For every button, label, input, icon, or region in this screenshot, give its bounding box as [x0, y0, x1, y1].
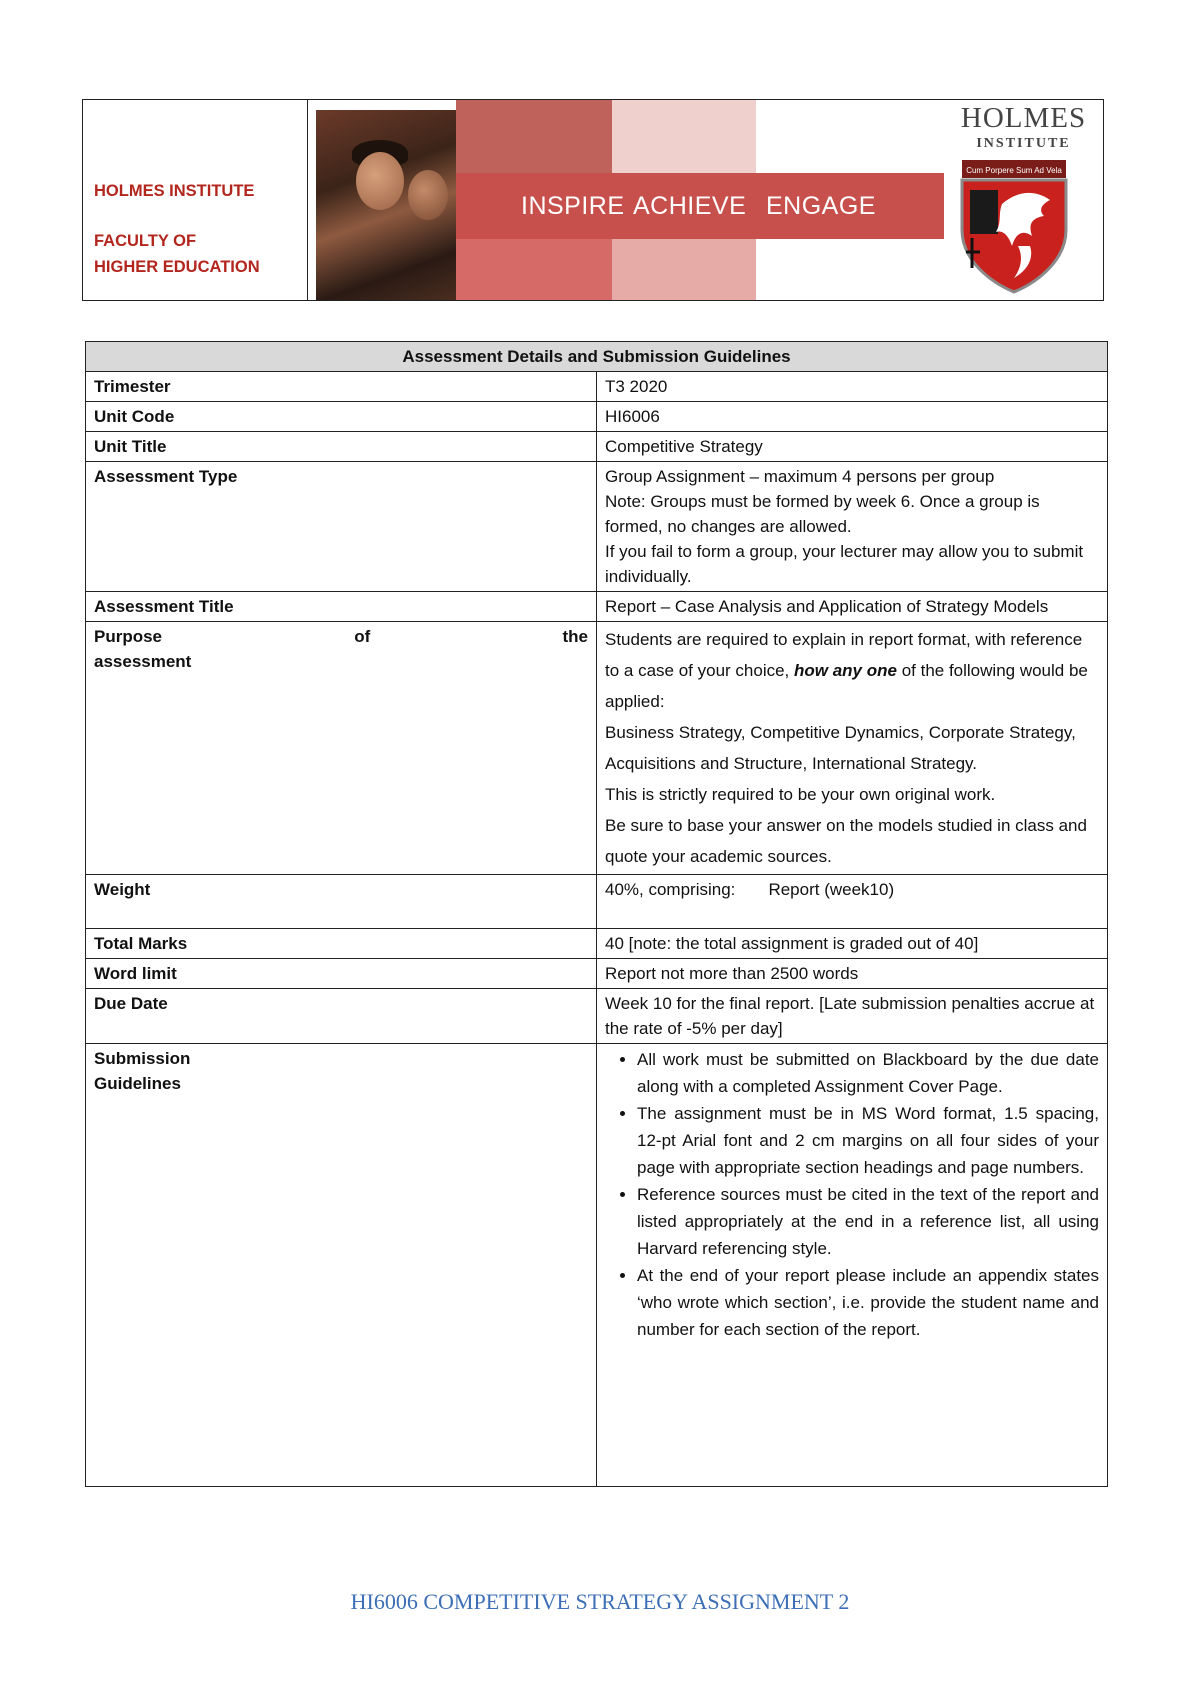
table-title-row	[86, 342, 1108, 372]
logo-subtitle: INSTITUTE	[976, 136, 1071, 151]
total-marks-value: 40 [note: the total assignment is graded out of 40]	[597, 929, 1108, 959]
assessment-type-label: Assessment Type	[86, 462, 597, 592]
purpose-paragraph-4: Be sure to base your answer on the models studied in class and quote your academic sources.	[605, 816, 1087, 866]
submission-value	[597, 1044, 1108, 1487]
unit-title-value: Competitive Strategy	[597, 432, 1108, 462]
table-row	[86, 959, 1108, 989]
submission-list	[605, 1046, 1099, 1343]
trimester-label: Trimester	[86, 372, 597, 402]
banner	[316, 100, 944, 300]
submission-label	[86, 1044, 597, 1487]
purpose-label	[86, 622, 597, 875]
students-photo	[316, 110, 456, 300]
assessment-details-table	[85, 341, 1108, 1487]
table-row	[86, 1044, 1108, 1487]
weight-label: Weight	[86, 875, 597, 929]
table-row	[86, 929, 1108, 959]
list-item: • At the end of your report please include an appendix states ‘who wrote which section’, i.e. provide the student name and number for each section of the report.	[637, 1262, 1099, 1343]
banner-word-inspire: INSPIRE	[521, 192, 625, 220]
weight-detail: Report (week10)	[768, 880, 895, 899]
faculty-line-2: HIGHER EDUCATION	[94, 258, 260, 276]
assessment-type-line-2: Note: Groups must be formed by week 6. Once a group is formed, no changes are allowed.	[605, 492, 1040, 536]
word-limit-value: Report not more than 2500 words	[597, 959, 1108, 989]
list-item: • Reference sources must be cited in the text of the report and listed appropriately at the end in a reference list, all using Harvard referencing style.	[637, 1181, 1099, 1262]
table-row	[86, 432, 1108, 462]
trimester-value: T3 2020	[597, 372, 1108, 402]
list-item: • All work must be submitted on Blackboard by the due date along with a completed Assignment Cover Page.	[637, 1046, 1099, 1100]
table-row	[86, 875, 1108, 929]
weight-percent: 40%, comprising:	[605, 880, 736, 899]
purpose-label-line-2: assessment	[94, 652, 192, 671]
table-title: Assessment Details and Submission Guidelines	[86, 342, 1108, 372]
table-row	[86, 989, 1108, 1044]
griffin-shield-icon	[958, 160, 1070, 294]
purpose-label-word: the	[562, 627, 588, 646]
table-row	[86, 592, 1108, 622]
faculty-line-1: FACULTY OF	[94, 232, 197, 250]
table-row	[86, 622, 1108, 875]
unit-code-label: Unit Code	[86, 402, 597, 432]
word-limit-label: Word limit	[86, 959, 597, 989]
assessment-type-line-1: Group Assignment – maximum 4 persons per group	[605, 467, 995, 486]
logo-motto: Cum Porpere Sum Ad Vela	[966, 166, 1062, 175]
table-row	[86, 462, 1108, 592]
list-item: • The assignment must be in MS Word format, 1.5 spacing, 12-pt Arial font and 2 cm margins on all four sides of your page with appropriate section headings and page numbers.	[637, 1100, 1099, 1181]
assessment-title-label: Assessment Title	[86, 592, 597, 622]
header-box	[82, 99, 1104, 301]
banner-word-engage: ENGAGE	[766, 192, 876, 220]
table-row	[86, 402, 1108, 432]
purpose-label-word: of	[354, 627, 371, 646]
holmes-logo	[944, 100, 1103, 300]
submission-label-line-1: Submission	[94, 1049, 191, 1068]
page-footer: HI6006 COMPETITIVE STRATEGY ASSIGNMENT 2	[350, 1589, 850, 1614]
submission-label-line-2: Guidelines	[94, 1074, 181, 1093]
institute-name: HOLMES INSTITUTE	[94, 182, 255, 200]
assessment-title-value: Report – Case Analysis and Application of Strategy Models	[597, 592, 1108, 622]
assessment-type-value	[597, 462, 1108, 592]
purpose-paragraph-3: This is strictly required to be your own original work.	[605, 785, 996, 804]
institute-block	[83, 100, 308, 300]
purpose-paragraph-2: Business Strategy, Competitive Dynamics, Corporate Strategy, Acquisitions and Structure, International Strategy.	[605, 723, 1076, 773]
purpose-label-word: Purpose	[94, 627, 163, 646]
unit-title-label: Unit Title	[86, 432, 597, 462]
assessment-type-line-3: If you fail to form a group, your lecturer may allow you to submit individually.	[605, 542, 1084, 586]
banner-word-achieve: ACHIEVE	[633, 192, 747, 220]
table-row	[86, 372, 1108, 402]
purpose-value	[597, 622, 1108, 875]
logo-wordmark: HOLMES	[960, 102, 1087, 134]
weight-value	[597, 875, 1108, 929]
purpose-emphasis: how any one	[794, 661, 897, 680]
purpose-paragraph-1: Students are required to explain in report format, with reference to a case of your choice, how any one of the following would be applied:	[605, 630, 1088, 711]
due-date-label: Due Date	[86, 989, 597, 1044]
unit-code-value: HI6006	[597, 402, 1108, 432]
due-date-value: Week 10 for the final report. [Late submission penalties accrue at the rate of -5% per day]	[597, 989, 1108, 1044]
total-marks-label: Total Marks	[86, 929, 597, 959]
